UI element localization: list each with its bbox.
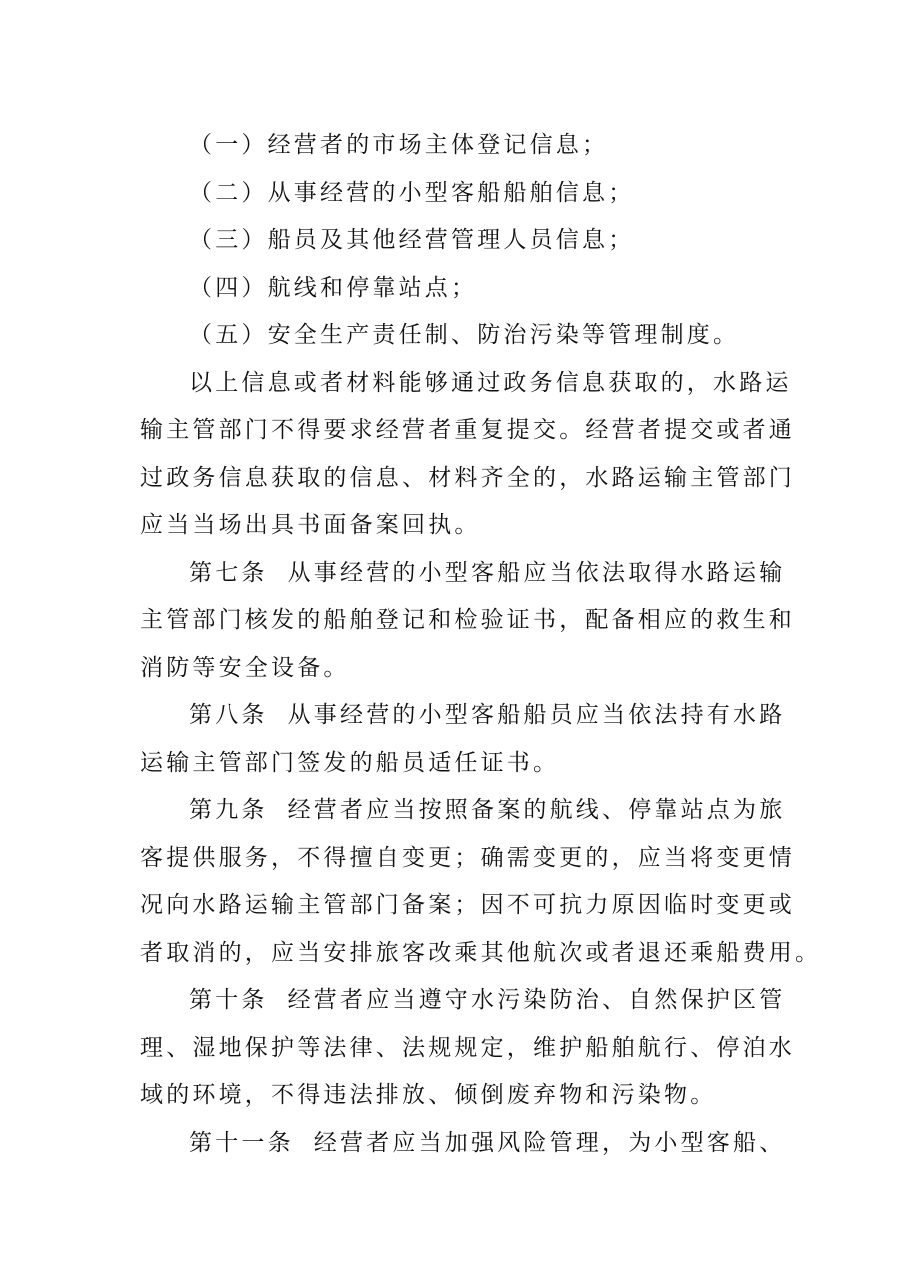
article-11-line: 第十一条 经营者应当加强风险管理，为小型客船、 [189, 1129, 786, 1156]
paragraph-line: 应当当场出具书面备案回执。 [140, 512, 481, 538]
article-10-line: 第十条 经营者应当遵守水污染防治、自然保护区管 [189, 987, 786, 1013]
article-7-line: 主管部门核发的船舶登记和检验证书，配备相应的救生和 [140, 607, 795, 633]
document-body [140, 122, 822, 1167]
article-9-heading: 第九条 [189, 797, 268, 823]
article-8-line: 运输主管部门签发的船员适任证书。 [140, 749, 560, 776]
paragraph-line: 以上信息或者材料能够通过政务信息获取的，水路运 [189, 369, 792, 396]
article-7-heading: 第七条 [189, 559, 268, 586]
article-7-line: 第七条 从事经营的小型客船应当依法取得水路运输 [189, 559, 786, 586]
list-item-1: （一）经营者的市场主体登记信息； [189, 132, 609, 158]
article-9-line: 第九条 经营者应当按照备案的航线、停靠站点为旅 [189, 797, 786, 823]
article-9-line: 者取消的，应当安排旅客改乘其他航次或者退还乘船费用。 [140, 939, 822, 966]
article-10-line: 域的环境，不得违法排放、倾倒废弃物和污染物。 [140, 1082, 717, 1108]
list-item-5: （五）安全生产责任制、防治污染等管理制度。 [189, 322, 740, 348]
article-10-line: 理、湿地保护等法律、法规规定，维护船舶航行、停泊水 [140, 1034, 795, 1061]
list-item-4: （四）航线和停靠站点； [189, 274, 478, 301]
paragraph-line: 过政务信息获取的信息、材料齐全的，水路运输主管部门 [140, 464, 795, 491]
paragraph-line: 输主管部门不得要求经营者重复提交。经营者提交或者通 [140, 417, 795, 443]
article-8-line: 第八条 从事经营的小型客船船员应当依法持有水路 [189, 702, 786, 728]
article-9-line: 客提供服务，不得擅自变更；确需变更的，应当将变更情 [140, 844, 795, 871]
list-item-2: （二）从事经营的小型客船船舶信息； [189, 179, 635, 206]
article-11-heading: 第十一条 [189, 1129, 294, 1156]
list-item-3: （三）船员及其他经营管理人员信息； [189, 227, 635, 253]
article-9-line: 况向水路运输主管部门备案；因不可抗力原因临时变更或 [140, 892, 795, 918]
article-10-heading: 第十条 [189, 987, 268, 1013]
article-7-line: 消防等安全设备。 [140, 654, 350, 681]
article-8-heading: 第八条 [189, 702, 268, 728]
